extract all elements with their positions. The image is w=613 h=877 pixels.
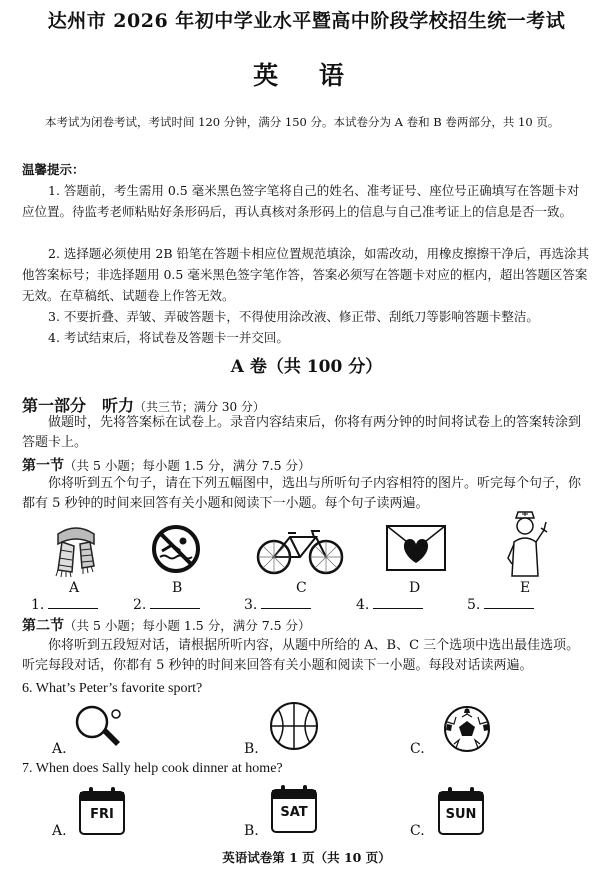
tip-2: 2. 选择题必须使用 2B 铅笔在答题卡相应位置规范填涂，如需改动，用橡皮擦擦干净后，再选涂其他答案标号；非选择题用 0.5 毫米黑色签字笔作答，答案必须写在答题卡对应的框内，超出答题区答案无效。在草稿纸、试题卷上作答无效。 [22, 246, 589, 303]
tips-heading: 温馨提示： [22, 162, 85, 177]
section2-instructions: 你将听到五段短对话，请根据所听内容，从题中所给的 A、B、C 三个选项中选出最佳选项。听完每段对话，你都有 5 秒钟的时间来回答有关小题和阅读下一小题。每段对话读两遍。 [22, 638, 580, 673]
answer-blank-3[interactable]: 3. [244, 596, 311, 613]
part1-instructions: 做题时，先将答案标在试卷上。录音内容结束后，你将有两分钟的时间将试卷上的答案转涂到答题卡上。 [22, 415, 582, 450]
calendar-fri-label: FRI [90, 807, 114, 822]
basketball-icon [268, 700, 320, 752]
subject-title: 英 语 [253, 61, 360, 90]
part1-heading: 第一部分 听力（共三节；满分 30 分） [22, 396, 265, 415]
picture-label-b: B [172, 580, 183, 596]
tip-3: 3. 不要折叠、弄皱、弄破答题卡，不得使用涂改液、修正带、刮纸刀等影响答题卡整洁。 [48, 309, 539, 324]
tip-1: 1. 答题前，考生需用 0.5 毫米黑色签字笔将自己的姓名、准考证号、座位号正确填写在答题卡对应位置。待监考老师粘贴好条形码后，再认真核对条形码上的信息与自己准考证上的信息是否一致。 [22, 183, 580, 219]
section-a-title: A 卷（共 100 分） [230, 357, 383, 377]
question-7: 7. When does Sally help cook dinner at home? [22, 761, 283, 776]
bicycle-icon [256, 523, 344, 575]
q6-option-b-label[interactable]: B. [244, 741, 259, 757]
picture-label-e: E [520, 580, 531, 596]
q6-option-a-label[interactable]: A. [52, 741, 67, 757]
answer-blank-1[interactable]: 1. [31, 596, 98, 613]
q7-option-a-label[interactable]: A. [52, 823, 67, 839]
q6-option-c-label[interactable]: C. [410, 741, 425, 757]
section1-heading: 第一节（共 5 小题；每小题 1.5 分，满分 7.5 分） [22, 458, 311, 474]
answer-blank-4[interactable]: 4. [356, 596, 423, 613]
q7-option-b-label[interactable]: B. [244, 823, 259, 839]
section1-instructions: 你将听到五个句子，请在下列五幅图中，选出与所听句子内容相符的图片。听完每个句子，你都有 5 秒钟的时间来回答有关小题和阅读下一小题。每个句子读两遍。 [22, 476, 582, 511]
calendar-sat-icon [270, 784, 318, 834]
calendar-fri-icon [78, 786, 126, 836]
picture-label-d: D [409, 580, 421, 596]
question-6: 6. What’s Peter’s favorite sport? [22, 681, 203, 696]
picture-label-a: A [69, 580, 80, 596]
picture-label-c: C [296, 580, 307, 596]
section2-heading: 第二节（共 5 小题；每小题 1.5 分，满分 7.5 分） [22, 618, 311, 634]
tip-4: 4. 考试结束后，将试卷及答题卡一并交回。 [48, 330, 289, 345]
answer-blank-2[interactable]: 2. [133, 596, 200, 613]
calendar-sat-label: SAT [280, 805, 308, 820]
nurse-icon [500, 508, 550, 578]
heart-envelope-icon [384, 523, 448, 573]
q7-option-c-label[interactable]: C. [410, 823, 425, 839]
scarf-icon [50, 520, 102, 578]
no-swimming-icon [150, 523, 202, 575]
answer-blank-5[interactable]: 5. [467, 596, 534, 613]
exam-note: 本考试为闭卷考试，考试时间 120 分钟，满分 150 分。本试卷分为 A 卷和 B 卷两部分，共 10 页。 [45, 115, 560, 129]
ping-pong-icon [72, 702, 128, 752]
calendar-sun-label: SUN [445, 807, 477, 822]
calendar-sun-icon [437, 786, 485, 836]
page-footer: 英语试卷第 1 页（共 10 页） [222, 850, 391, 865]
soccer-ball-icon [442, 704, 492, 754]
exam-title: 达州市 2026 年初中学业水平暨高中阶段学校招生统一考试 [47, 10, 566, 32]
